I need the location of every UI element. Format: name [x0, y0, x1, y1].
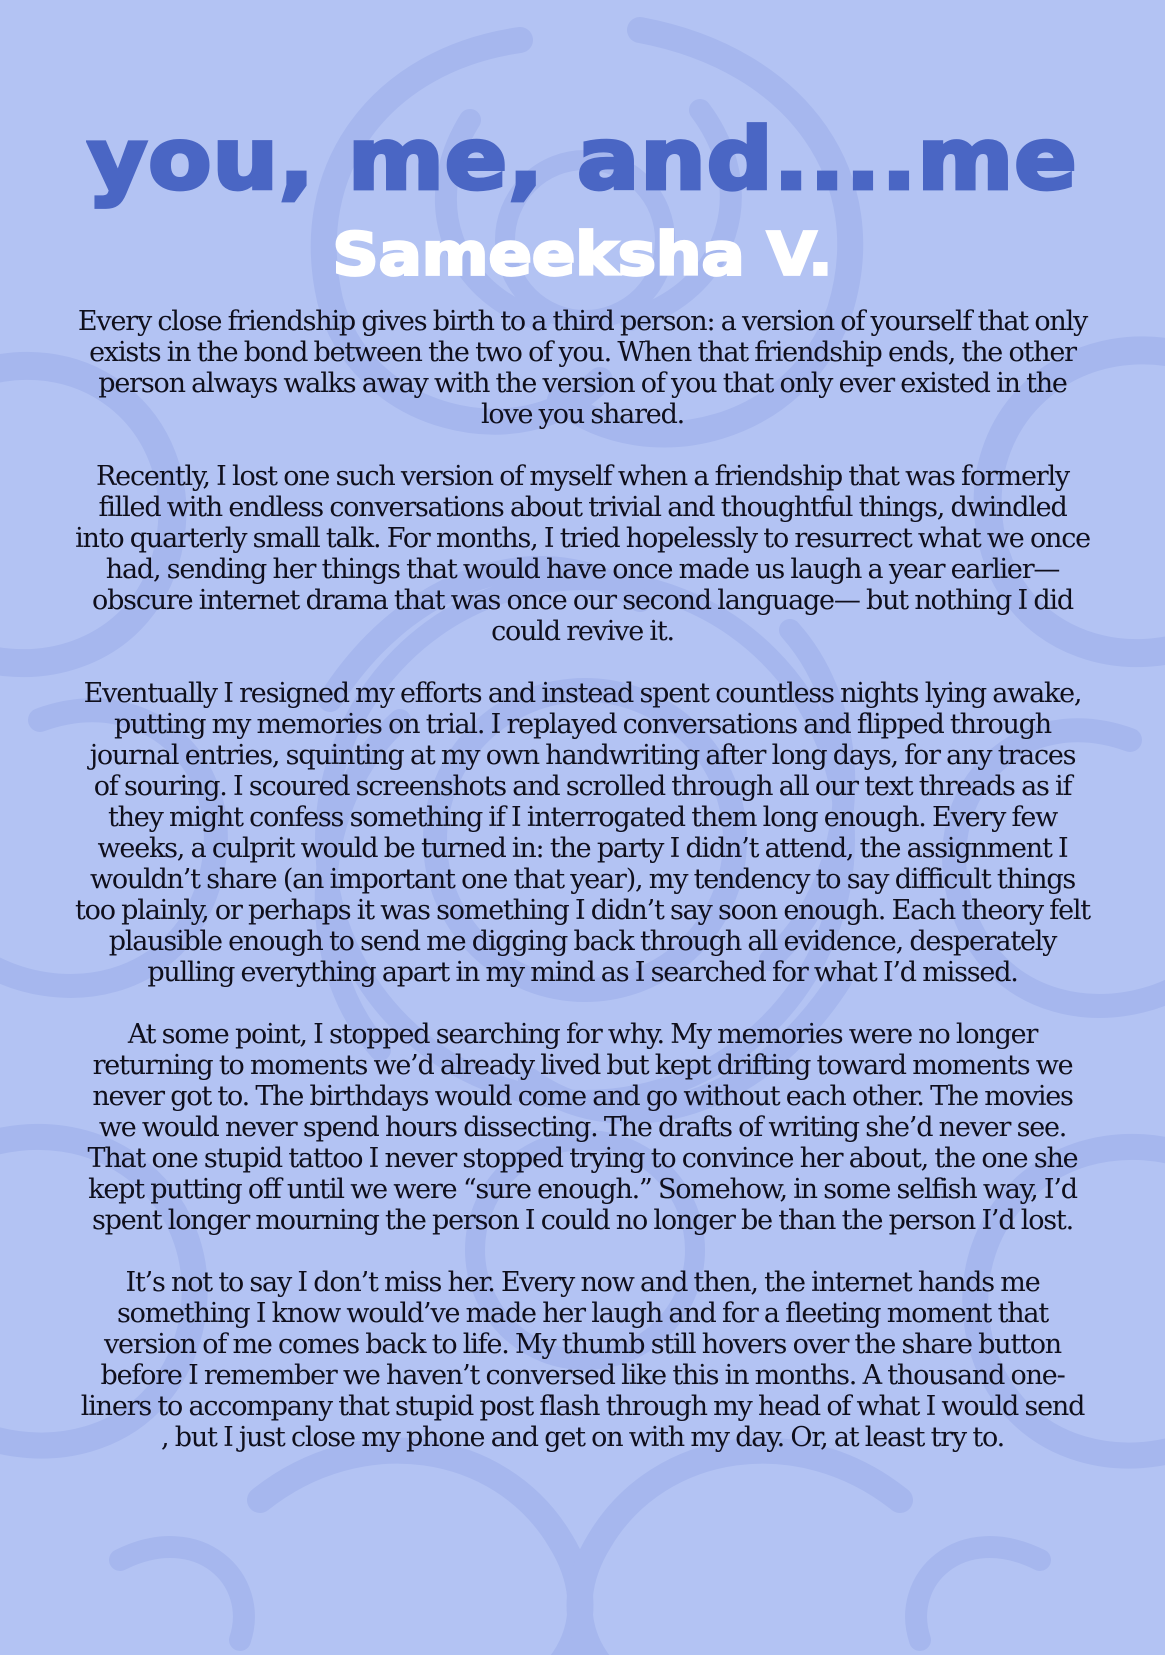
paragraph: Eventually I resigned my efforts and instead spent countless nights lying awake, putting my memories on trial. I replayed conversations and flipped through journal entries, squinting at my own handwriting after long days, for any traces of souring. I scoured screenshots and scrolled through all our text threads as if they might confess something if I interrogated them long enough. Every few weeks, a culprit would be turned in: the party I didn’t attend, the assignment I wouldn’t share (an important one that year), my tendency to say difficult things too plainly, or perhaps it was something I didn’t say soon enough. Each theory felt plausible enough to send me digging back through all evidence, desperately pulling everything apart in my mind as I searched for what I’d missed.	[75, 678, 1090, 988]
author-name: Sameeksha V.	[332, 220, 833, 290]
paragraph: Every close friendship gives birth to a third person: a version of yourself that only exists in the bond between the two of you. When that friendship ends, the other person always walks away with the version of you that only ever existed in the love you shared.	[77, 306, 1088, 430]
essay-body	[75, 306, 1090, 1484]
paragraph: At some point, I stopped searching for why. My memories were no longer returning to moments we’d already lived but kept drifting toward moments we never got to. The birthdays would come and go without each other. The movies we would never spend hours dissecting. The drafts of writing she’d never see. That one stupid tattoo I never stopped trying to convince her about, the one she kept putting off until we were “sure enough.” Somehow, in some selfish way, I’d spent longer mourning the person I could no longer be than the person I’d lost.	[87, 1019, 1078, 1236]
paragraph: It’s not to say I don’t miss her. Every now and then, the internet hands me something I know would’ve made her laugh and for a fleeting moment that version of me comes back to life. My thumb still hovers over the share button before I remember we haven’t conversed like this in months. A thousand one-liners to accompany that stupid post flash through my head of what I would send , but I just close my phone and get on with my day. Or, at least try to.	[80, 1267, 1085, 1453]
page-title: you, me, and....me	[87, 110, 1078, 209]
paragraph: Recently, I lost one such version of myself when a friendship that was formerly filled with endless conversations about trivial and thoughtful things, dwindled into quarterly small talk. For months, I tried hopelessly to resurrect what we once had, sending her things that would have once made us laugh a year earlier—obscure internet drama that was once our second language— but nothing I did could revive it.	[75, 461, 1090, 647]
